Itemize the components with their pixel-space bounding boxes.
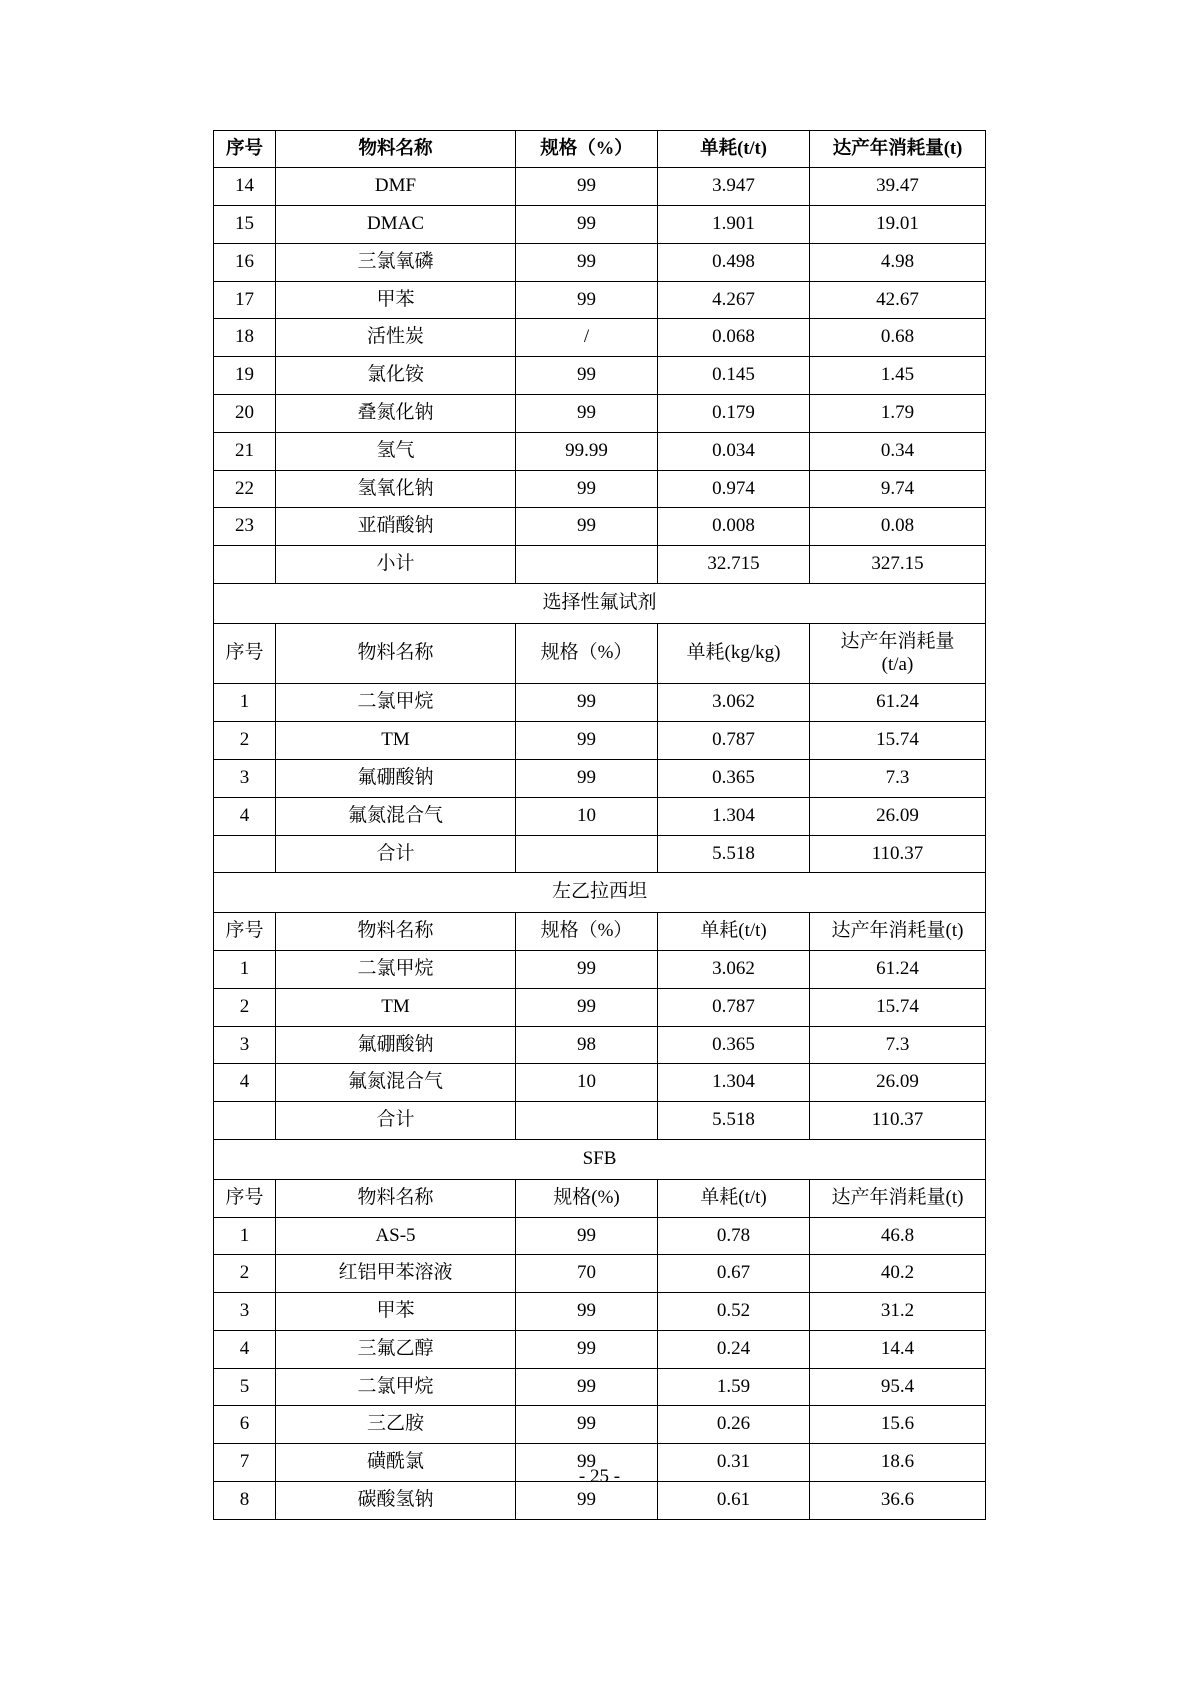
cell-spec: 99 bbox=[516, 394, 658, 432]
cell-no: 2 bbox=[214, 988, 276, 1026]
table-row bbox=[214, 508, 986, 546]
table-row bbox=[214, 281, 986, 319]
cell-year: 31.2 bbox=[810, 1293, 986, 1331]
cell-spec: 99 bbox=[516, 950, 658, 988]
cell-no bbox=[214, 546, 276, 584]
cell-unit: 3.062 bbox=[658, 950, 810, 988]
cell-year: 7.3 bbox=[810, 759, 986, 797]
table-row bbox=[214, 684, 986, 722]
table-row bbox=[214, 1293, 986, 1331]
table-row bbox=[214, 950, 986, 988]
cell-no: 21 bbox=[214, 432, 276, 470]
cell-spec: 99 bbox=[516, 357, 658, 395]
column-header-year: 达产年消耗量(t) bbox=[810, 131, 986, 168]
section-title-row bbox=[214, 873, 986, 913]
cell-name: 活性炭 bbox=[276, 319, 516, 357]
cell-year: 0.68 bbox=[810, 319, 986, 357]
cell-name: 氢氧化钠 bbox=[276, 470, 516, 508]
cell-name: 三氯氧磷 bbox=[276, 243, 516, 281]
cell-spec bbox=[516, 1102, 658, 1140]
cell-no: 1 bbox=[214, 684, 276, 722]
table-total-row bbox=[214, 1102, 986, 1140]
column-header-unit: 单耗(t/t) bbox=[658, 131, 810, 168]
cell-no: 17 bbox=[214, 281, 276, 319]
cell-spec: 70 bbox=[516, 1255, 658, 1293]
cell-spec: 99 bbox=[516, 1217, 658, 1255]
table-row bbox=[214, 432, 986, 470]
table-header-row bbox=[214, 913, 986, 951]
cell-name: 叠氮化钠 bbox=[276, 394, 516, 432]
cell-name: DMAC bbox=[276, 205, 516, 243]
column-header-year-line1: 达产年消耗量 bbox=[840, 630, 955, 652]
cell-year: 19.01 bbox=[810, 205, 986, 243]
cell-year: 95.4 bbox=[810, 1368, 986, 1406]
cell-spec: 99 bbox=[516, 243, 658, 281]
table-row bbox=[214, 1064, 986, 1102]
cell-spec: 99 bbox=[516, 1330, 658, 1368]
cell-name: 甲苯 bbox=[276, 281, 516, 319]
table-row bbox=[214, 722, 986, 760]
cell-unit: 1.901 bbox=[658, 205, 810, 243]
cell-total-label: 小计 bbox=[276, 546, 516, 584]
cell-name: 三乙胺 bbox=[276, 1406, 516, 1444]
cell-no: 16 bbox=[214, 243, 276, 281]
cell-unit: 3.062 bbox=[658, 684, 810, 722]
cell-name: 磺酰氯 bbox=[276, 1444, 516, 1482]
cell-year: 18.6 bbox=[810, 1444, 986, 1482]
table-row bbox=[214, 357, 986, 395]
cell-no: 3 bbox=[214, 1026, 276, 1064]
cell-name: 三氟乙醇 bbox=[276, 1330, 516, 1368]
cell-unit: 0.26 bbox=[658, 1406, 810, 1444]
cell-unit: 0.24 bbox=[658, 1330, 810, 1368]
cell-no: 3 bbox=[214, 759, 276, 797]
cell-unit: 0.787 bbox=[658, 722, 810, 760]
cell-name: 二氯甲烷 bbox=[276, 950, 516, 988]
cell-year: 14.4 bbox=[810, 1330, 986, 1368]
cell-unit: 0.365 bbox=[658, 1026, 810, 1064]
section-title: 选择性氟试剂 bbox=[214, 583, 986, 623]
cell-name: 甲苯 bbox=[276, 1293, 516, 1331]
table-row bbox=[214, 470, 986, 508]
cell-spec: 99 bbox=[516, 1444, 658, 1482]
cell-name: 红铝甲苯溶液 bbox=[276, 1255, 516, 1293]
column-header-no: 序号 bbox=[214, 623, 276, 684]
column-header-name: 物料名称 bbox=[276, 913, 516, 951]
column-header-unit: 单耗(kg/kg) bbox=[658, 623, 810, 684]
cell-spec: 99 bbox=[516, 1482, 658, 1520]
column-header-year-line2: (t/a) bbox=[881, 653, 914, 675]
cell-unit: 0.31 bbox=[658, 1444, 810, 1482]
cell-year: 61.24 bbox=[810, 684, 986, 722]
cell-spec: 99 bbox=[516, 1406, 658, 1444]
cell-no: 23 bbox=[214, 508, 276, 546]
cell-no: 2 bbox=[214, 722, 276, 760]
cell-name: 碳酸氢钠 bbox=[276, 1482, 516, 1520]
column-header-no: 序号 bbox=[214, 1179, 276, 1217]
cell-unit: 5.518 bbox=[658, 1102, 810, 1140]
cell-spec: 10 bbox=[516, 797, 658, 835]
cell-spec: 99 bbox=[516, 759, 658, 797]
cell-unit: 1.304 bbox=[658, 797, 810, 835]
table-row bbox=[214, 1368, 986, 1406]
cell-unit: 0.179 bbox=[658, 394, 810, 432]
cell-unit: 0.67 bbox=[658, 1255, 810, 1293]
cell-unit: 0.145 bbox=[658, 357, 810, 395]
cell-unit: 3.947 bbox=[658, 168, 810, 206]
cell-unit: 1.59 bbox=[658, 1368, 810, 1406]
cell-no: 18 bbox=[214, 319, 276, 357]
cell-spec: 99.99 bbox=[516, 432, 658, 470]
cell-unit: 0.365 bbox=[658, 759, 810, 797]
section-title: 左乙拉西坦 bbox=[214, 873, 986, 913]
cell-year: 15.6 bbox=[810, 1406, 986, 1444]
table-header-row bbox=[214, 1179, 986, 1217]
cell-no: 19 bbox=[214, 357, 276, 395]
cell-no: 1 bbox=[214, 950, 276, 988]
column-header-name: 物料名称 bbox=[276, 623, 516, 684]
cell-no: 1 bbox=[214, 1217, 276, 1255]
cell-unit: 0.034 bbox=[658, 432, 810, 470]
cell-year: 46.8 bbox=[810, 1217, 986, 1255]
table-row bbox=[214, 319, 986, 357]
column-header-spec: 规格（%） bbox=[516, 913, 658, 951]
cell-no: 4 bbox=[214, 1064, 276, 1102]
table-row bbox=[214, 988, 986, 1026]
cell-unit: 32.715 bbox=[658, 546, 810, 584]
cell-unit: 0.52 bbox=[658, 1293, 810, 1331]
cell-spec: 98 bbox=[516, 1026, 658, 1064]
cell-year: 26.09 bbox=[810, 1064, 986, 1102]
cell-spec: 99 bbox=[516, 470, 658, 508]
cell-spec: 99 bbox=[516, 168, 658, 206]
cell-no: 5 bbox=[214, 1368, 276, 1406]
material-consumption-table bbox=[213, 130, 986, 1520]
cell-year: 327.15 bbox=[810, 546, 986, 584]
cell-no: 8 bbox=[214, 1482, 276, 1520]
cell-name: TM bbox=[276, 988, 516, 1026]
table-header-row bbox=[214, 623, 986, 684]
section-title-row bbox=[214, 1139, 986, 1179]
cell-unit: 0.008 bbox=[658, 508, 810, 546]
cell-spec: / bbox=[516, 319, 658, 357]
cell-name: 氯化铵 bbox=[276, 357, 516, 395]
cell-no: 22 bbox=[214, 470, 276, 508]
cell-year: 4.98 bbox=[810, 243, 986, 281]
column-header-unit: 单耗(t/t) bbox=[658, 913, 810, 951]
table-header-row bbox=[214, 131, 986, 168]
cell-year: 61.24 bbox=[810, 950, 986, 988]
cell-unit: 1.304 bbox=[658, 1064, 810, 1102]
cell-year: 36.6 bbox=[810, 1482, 986, 1520]
cell-year: 110.37 bbox=[810, 835, 986, 873]
cell-year: 15.74 bbox=[810, 988, 986, 1026]
cell-unit: 5.518 bbox=[658, 835, 810, 873]
cell-name: 氢气 bbox=[276, 432, 516, 470]
table-row bbox=[214, 1330, 986, 1368]
cell-no bbox=[214, 835, 276, 873]
column-header-spec: 规格（%） bbox=[516, 623, 658, 684]
cell-year: 1.45 bbox=[810, 357, 986, 395]
cell-unit: 0.61 bbox=[658, 1482, 810, 1520]
cell-name: 氟硼酸钠 bbox=[276, 1026, 516, 1064]
table-row bbox=[214, 797, 986, 835]
cell-no: 3 bbox=[214, 1293, 276, 1331]
column-header-year: 达产年消耗量(t) bbox=[810, 1179, 986, 1217]
cell-year: 110.37 bbox=[810, 1102, 986, 1140]
table-row bbox=[214, 1255, 986, 1293]
cell-spec: 99 bbox=[516, 988, 658, 1026]
cell-spec: 99 bbox=[516, 205, 658, 243]
cell-unit: 0.78 bbox=[658, 1217, 810, 1255]
cell-total-label: 合计 bbox=[276, 1102, 516, 1140]
column-header-year bbox=[810, 623, 986, 684]
cell-spec: 10 bbox=[516, 1064, 658, 1102]
column-header-name: 物料名称 bbox=[276, 1179, 516, 1217]
table-row bbox=[214, 1026, 986, 1064]
table-row bbox=[214, 243, 986, 281]
table-row bbox=[214, 1406, 986, 1444]
cell-unit: 0.787 bbox=[658, 988, 810, 1026]
cell-name: DMF bbox=[276, 168, 516, 206]
cell-spec bbox=[516, 546, 658, 584]
cell-year: 0.08 bbox=[810, 508, 986, 546]
cell-total-label: 合计 bbox=[276, 835, 516, 873]
table-row bbox=[214, 1217, 986, 1255]
cell-year: 1.79 bbox=[810, 394, 986, 432]
cell-unit: 0.498 bbox=[658, 243, 810, 281]
cell-no: 7 bbox=[214, 1444, 276, 1482]
column-header-year: 达产年消耗量(t) bbox=[810, 913, 986, 951]
cell-name: AS-5 bbox=[276, 1217, 516, 1255]
cell-name: 二氯甲烷 bbox=[276, 684, 516, 722]
cell-no: 6 bbox=[214, 1406, 276, 1444]
cell-year: 42.67 bbox=[810, 281, 986, 319]
cell-unit: 0.974 bbox=[658, 470, 810, 508]
cell-spec bbox=[516, 835, 658, 873]
table-total-row bbox=[214, 835, 986, 873]
column-header-unit: 单耗(t/t) bbox=[658, 1179, 810, 1217]
table-total-row bbox=[214, 546, 986, 584]
page-number: - 25 - bbox=[578, 1466, 621, 1487]
cell-spec: 99 bbox=[516, 722, 658, 760]
cell-name: 亚硝酸钠 bbox=[276, 508, 516, 546]
cell-no: 4 bbox=[214, 1330, 276, 1368]
cell-no: 15 bbox=[214, 205, 276, 243]
cell-name: TM bbox=[276, 722, 516, 760]
column-header-no: 序号 bbox=[214, 913, 276, 951]
cell-no: 4 bbox=[214, 797, 276, 835]
cell-year: 26.09 bbox=[810, 797, 986, 835]
column-header-spec: 规格(%) bbox=[516, 1179, 658, 1217]
column-header-spec: 规格（%） bbox=[516, 131, 658, 168]
cell-unit: 0.068 bbox=[658, 319, 810, 357]
cell-name: 二氯甲烷 bbox=[276, 1368, 516, 1406]
cell-no: 2 bbox=[214, 1255, 276, 1293]
section-title: SFB bbox=[214, 1139, 986, 1179]
cell-spec: 99 bbox=[516, 1368, 658, 1406]
table-row bbox=[214, 205, 986, 243]
column-header-no: 序号 bbox=[214, 131, 276, 168]
cell-name: 氟氮混合气 bbox=[276, 797, 516, 835]
cell-year: 39.47 bbox=[810, 168, 986, 206]
cell-no: 14 bbox=[214, 168, 276, 206]
column-header-name: 物料名称 bbox=[276, 131, 516, 168]
table-row bbox=[214, 394, 986, 432]
cell-spec: 99 bbox=[516, 1293, 658, 1331]
cell-year: 15.74 bbox=[810, 722, 986, 760]
cell-spec: 99 bbox=[516, 281, 658, 319]
cell-name: 氟硼酸钠 bbox=[276, 759, 516, 797]
section-title-row bbox=[214, 583, 986, 623]
cell-spec: 99 bbox=[516, 508, 658, 546]
table-row bbox=[214, 759, 986, 797]
cell-year: 9.74 bbox=[810, 470, 986, 508]
cell-no bbox=[214, 1102, 276, 1140]
cell-name: 氟氮混合气 bbox=[276, 1064, 516, 1102]
cell-unit: 4.267 bbox=[658, 281, 810, 319]
cell-year: 7.3 bbox=[810, 1026, 986, 1064]
cell-spec: 99 bbox=[516, 684, 658, 722]
table-row bbox=[214, 168, 986, 206]
cell-year: 0.34 bbox=[810, 432, 986, 470]
cell-no: 20 bbox=[214, 394, 276, 432]
cell-year: 40.2 bbox=[810, 1255, 986, 1293]
